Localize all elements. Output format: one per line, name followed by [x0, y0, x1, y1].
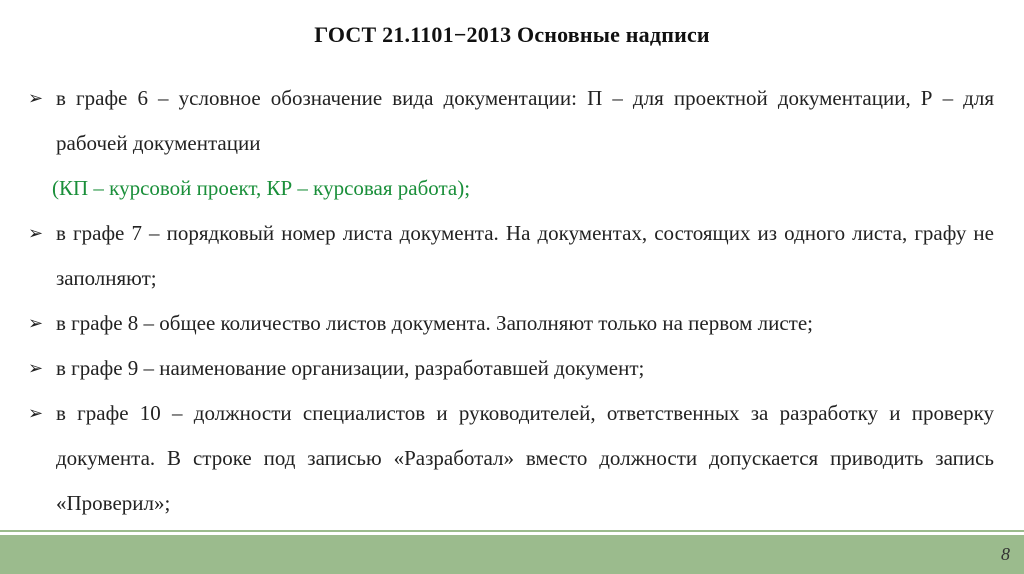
footer-divider [0, 530, 1024, 532]
list-item-text: в графе 8 – общее количество листов документа. Заполняют только на первом листе; [56, 311, 814, 335]
list-item-grafa-9 [28, 346, 994, 391]
page-number: 8 [1001, 544, 1010, 564]
arrow-bullet-icon: ➢ [28, 223, 44, 243]
footer-bar [0, 535, 1024, 574]
arrow-bullet-icon: ➢ [28, 358, 44, 378]
note-abbreviations: (КП – курсовой проект, КР – курсовая работа); [52, 176, 471, 200]
slide-title: ГОСТ 21.1101−2013 Основные надписи [314, 22, 710, 47]
arrow-bullet-icon: ➢ [28, 403, 44, 423]
list-item-text: в графе 7 – порядковый номер листа документа. На документах, состоящих из одного листа, графу не заполняют; [56, 221, 994, 290]
list-item-text: в графе 9 – наименование организации, разработавшей документ; [56, 356, 645, 380]
list-item-grafa-6 [28, 76, 994, 166]
arrow-bullet-icon: ➢ [28, 313, 44, 333]
list-item-text: в графе 10 – должности специалистов и руководителей, ответственных за разработку и проверку документа. В строке под записью «Разработал» вместо должности допускается приводить запись «Проверил»; [56, 401, 994, 515]
list-item-grafa-10 [28, 391, 994, 526]
list-item-text: в графе 6 – условное обозначение вида документации: П – для проектной документации, Р – для рабочей документации [56, 86, 994, 155]
list-item-grafa-7 [28, 211, 994, 301]
list-item-grafa-8 [28, 301, 994, 346]
arrow-bullet-icon: ➢ [28, 88, 44, 108]
slide-content [28, 76, 994, 526]
